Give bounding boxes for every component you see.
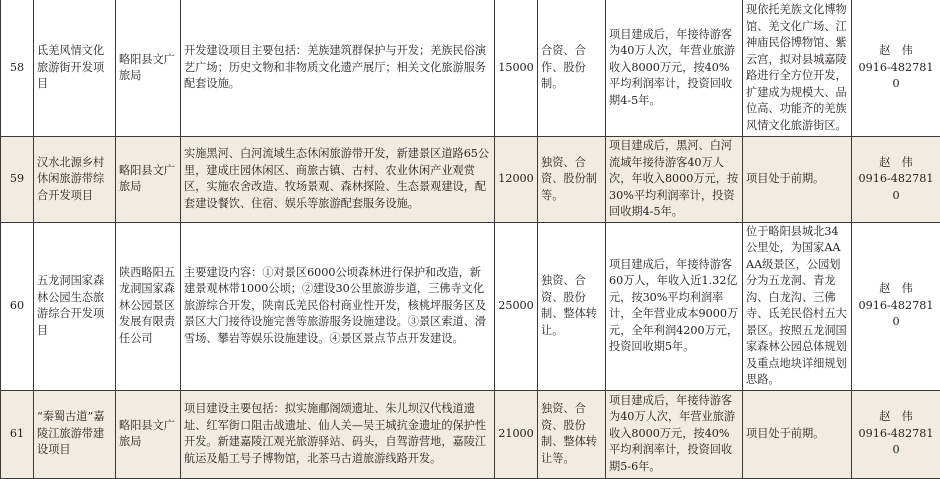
economic-benefit: 项目建成后，年接待游客为40万人次，年营业旅游收入8000万元，按40%平均利润率计，投资回收期4-5年。 — [606, 0, 743, 137]
row-number: 60 — [1, 222, 34, 390]
project-name: 汉水北源乡村休闲旅游带综合开发项目 — [34, 137, 116, 223]
contact-phone: 0916-4827810 — [855, 60, 937, 93]
economic-benefit: 项目建成后，黑河、白河流域年接待游客40万人次，年收入8000万元，按30%平均利润率计，投资回收期4-5年。 — [606, 137, 743, 223]
contact-cell — [852, 0, 940, 137]
contact-name: 赵 伟 — [855, 155, 937, 172]
contact-name: 赵 伟 — [855, 281, 937, 298]
project-content: 主要建设内容：①对景区6000公顷森林进行保护和改造，新建景观林带1000公顷；②建设30公里旅游步道，三佛寺文化旅游综合开发，陕南氐羌民俗村商业性开发，核桃坪服务区及景区大门接待设施完善等旅游服务设施建设。③景区索道、滑雪场、攀岩等娱乐设施建设。④景区景点节点开发建设。 — [181, 222, 495, 390]
cooperation-mode: 独资、合资、股份制、整体转让等。 — [538, 390, 606, 478]
contact-name: 赵 伟 — [855, 409, 937, 426]
row-number: 61 — [1, 390, 34, 478]
cooperation-mode: 独资、合资、股份制等。 — [538, 137, 606, 223]
cooperation-mode: 独资、合资、股份制、整体转让。 — [538, 222, 606, 390]
project-content: 项目建设主要包括：拟实施郙阁颂遗址、朱儿坝汉代栈道遗址、红军街口阻击战遗址、仙人关—吴王城抗金遗址的保护性开发。新建嘉陵江观光旅游驿站、码头，自驾游营地，嘉陵江航运及船工号子博物馆，北茶马古道旅游线路开发。 — [181, 390, 495, 478]
contact-cell — [852, 390, 940, 478]
cooperation-mode: 合资、合作、股份制。 — [538, 0, 606, 137]
contact-phone: 0916-4827810 — [855, 298, 937, 331]
project-owner: 略阳县文广旅局 — [116, 390, 181, 478]
project-notes: 项目处于前期。 — [743, 390, 852, 478]
investment-amount: 21000 — [495, 390, 538, 478]
project-notes: 项目处于前期。 — [743, 137, 852, 223]
project-name: 氐羌风情文化旅游街开发项目 — [34, 0, 116, 137]
project-name: 五龙洞国家森林公园生态旅游综合开发项目 — [34, 222, 116, 390]
project-content: 实施黑河、白河流域生态休闲旅游带开发，新建景区道路65公里，建成庄园休闲区、商旅古镇、古村、农业休闲产业观赏区，实施农舍改造、牧场景观、森林探险、生态景观建设，配套建设餐饮、住宿、娱乐等旅游配套服务设施。 — [181, 137, 495, 223]
investment-amount: 25000 — [495, 222, 538, 390]
investment-amount: 12000 — [495, 137, 538, 223]
investment-amount: 15000 — [495, 0, 538, 137]
table-row — [1, 222, 940, 390]
row-number: 58 — [1, 0, 34, 137]
contact-cell — [852, 137, 940, 223]
table-row — [1, 137, 940, 223]
contact-phone: 0916-4827810 — [855, 171, 937, 204]
economic-benefit: 项目建成后，年接待游客60万人，年收入近1.32亿元，按30%平均利润率计，全年营业成本9000万元，全年利润4200万元，投资回收期5年。 — [606, 222, 743, 390]
contact-phone: 0916-4827810 — [855, 426, 937, 459]
row-number: 59 — [1, 137, 34, 223]
project-name: “秦蜀古道”嘉陵江旅游带建设项目 — [34, 390, 116, 478]
table-row — [1, 390, 940, 478]
project-notes: 现依托羌族文化博物馆、羌文化广场、江神庙民俗博物馆、紫云宫，拟对县城嘉陵路进行全方位开发，扩建成为规模大、品位高、功能齐的羌族风情文化旅游街区。 — [743, 0, 852, 137]
contact-cell — [852, 222, 940, 390]
project-notes: 位于略阳县城北34公里处，为国家AAAA级景区，公园划分为五龙洞、青龙沟、白龙沟、三佛寺、氐羌民俗村五大景区。按照五龙洞国家森林公园总体规划及重点地块详细规划思路。 — [743, 222, 852, 390]
project-owner: 略阳县文广旅局 — [116, 0, 181, 137]
table-row — [1, 0, 940, 137]
project-owner: 陕西略阳五龙洞国家森林公园景区发展有限责任公司 — [116, 222, 181, 390]
project-owner: 略阳县文广旅局 — [116, 137, 181, 223]
project-content: 开发建设项目主要包括：羌族建筑群保护与开发；羌族民俗演艺广场；历史文物和非物质文化遗产展厅；相关文化旅游服务配套设施。 — [181, 0, 495, 137]
contact-name: 赵 伟 — [855, 43, 937, 60]
economic-benefit: 项目建成后，年接待游客为40万人次，年营业旅游收入8000万元，按40%平均利润率计，投资回收期5-6年。 — [606, 390, 743, 478]
